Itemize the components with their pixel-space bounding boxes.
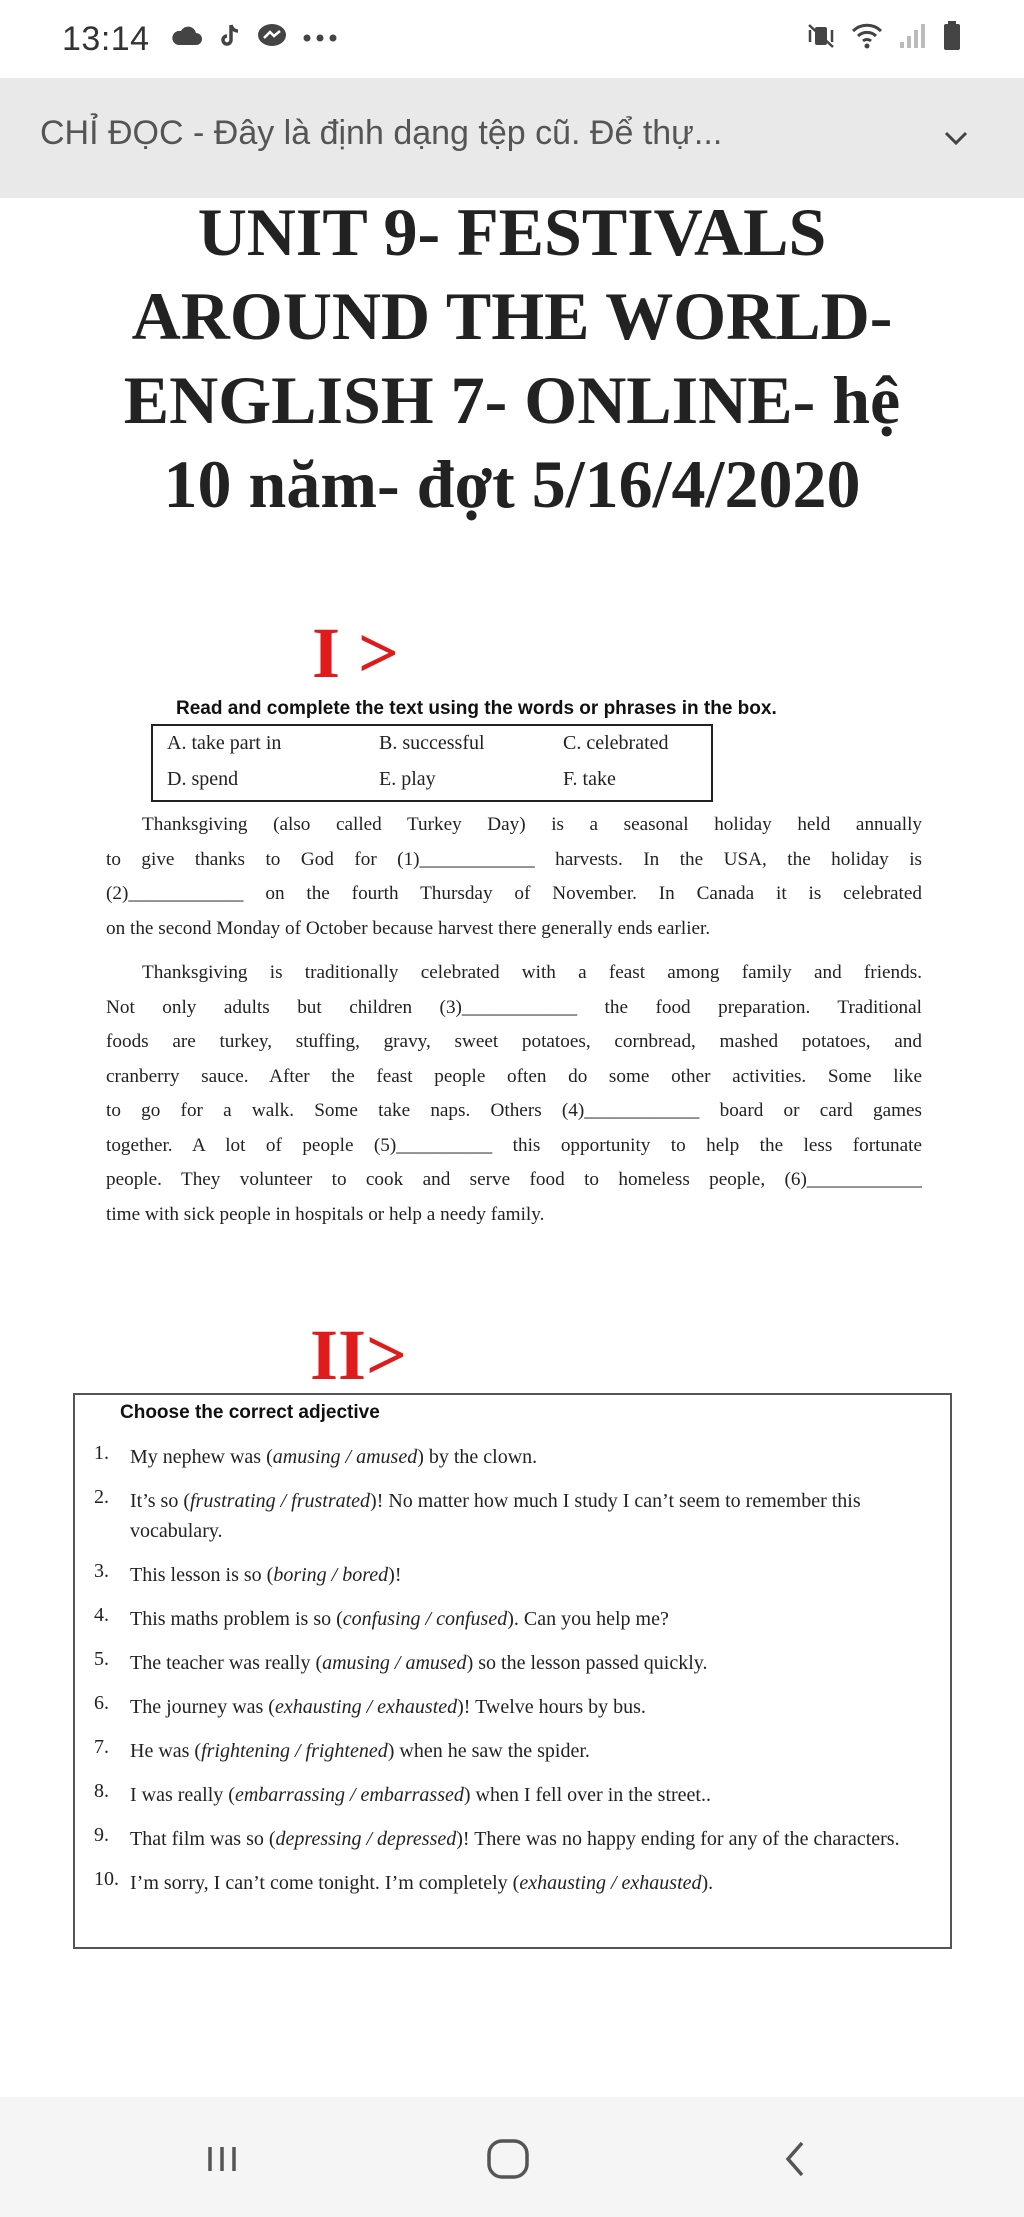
item-text: I’m sorry, I can’t come tonight. I’m completely ( — [130, 1872, 520, 1894]
list-item — [94, 1604, 934, 1634]
item-number: 6. — [94, 1692, 109, 1714]
item-number: 8. — [94, 1780, 109, 1802]
mute-vibrate-icon — [806, 21, 836, 56]
item-text: The teacher was really ( — [130, 1652, 323, 1674]
option-e: E. play — [379, 768, 436, 790]
item-text: )! There was no happy ending for any of the characters. — [456, 1828, 900, 1850]
item-text: I was really ( — [130, 1784, 235, 1806]
tiktok-icon — [218, 22, 242, 55]
wifi-icon — [850, 21, 884, 56]
item-text: This maths problem is so ( — [130, 1608, 343, 1630]
section-2-instruction: Choose the correct adjective — [120, 1402, 380, 1423]
navigation-bar — [0, 2097, 1024, 2217]
item-text: That film was so ( — [130, 1828, 276, 1850]
messenger-icon — [256, 22, 288, 55]
item-number: 5. — [94, 1648, 109, 1670]
list-item — [94, 1824, 934, 1854]
item-number: 4. — [94, 1604, 109, 1626]
item-number: 9. — [94, 1824, 109, 1846]
list-item — [94, 1560, 934, 1590]
title-line: AROUND THE WORLD- — [131, 278, 893, 354]
more-dots-icon — [302, 30, 338, 48]
passage-line: to give thanks to God for (1)____________ harvests. In the USA, the holiday is — [106, 848, 922, 870]
item-text: The journey was ( — [130, 1696, 275, 1718]
passage-line: on the second Monday of October because harvest there generally ends earlier. — [106, 917, 711, 939]
passage-line: (2)____________ on the fourth Thursday of November. In Canada it is celebrated — [106, 883, 922, 904]
item-text: ) so the lesson passed quickly. — [466, 1652, 708, 1674]
option-a: A. take part in — [167, 732, 282, 754]
notification-icons — [170, 22, 338, 55]
passage-line: cranberry sauce. After the feast people often do some other activities. Some like — [106, 1065, 922, 1087]
item-number: 1. — [94, 1442, 109, 1464]
signal-icon — [898, 22, 928, 55]
item-text: ). — [701, 1872, 714, 1894]
item-choice: confusing / confused — [342, 1608, 508, 1630]
cloud-icon — [170, 23, 204, 54]
status-time: 13:14 — [62, 20, 150, 58]
passage-line: time with sick people in hospitals or help a needy family. — [106, 1203, 545, 1225]
item-text: ). Can you help me? — [507, 1608, 669, 1630]
adjective-list — [94, 1442, 934, 1898]
item-choice: frustrating / frustrated — [190, 1490, 371, 1512]
item-text: ) when he saw the spider. — [387, 1740, 590, 1762]
option-b: B. successful — [379, 732, 485, 754]
battery-icon — [942, 20, 962, 57]
option-d: D. spend — [167, 768, 239, 790]
status-bar — [0, 0, 1024, 78]
home-icon[interactable] — [484, 2135, 532, 2183]
option-f: F. take — [563, 768, 616, 790]
passage-line: foods are turkey, stuffing, gravy, sweet potatoes, cornbread, mashed potatoes, and — [106, 1031, 922, 1052]
title-line: UNIT 9- FESTIVALS — [197, 194, 827, 270]
item-choice: amusing / amused — [272, 1446, 418, 1468]
item-choice: depressing / depressed — [275, 1828, 457, 1850]
list-item — [94, 1868, 934, 1898]
item-number: 3. — [94, 1560, 109, 1582]
section-1-marker: I > — [312, 613, 400, 693]
item-text: This lesson is so ( — [130, 1564, 274, 1586]
section-2-marker: II> — [310, 1315, 408, 1395]
word-options-box — [151, 724, 713, 802]
list-item — [94, 1692, 934, 1722]
option-c: C. celebrated — [563, 732, 669, 754]
item-text: ) by the clown. — [417, 1446, 538, 1468]
system-icons — [806, 20, 962, 57]
recent-apps-icon[interactable] — [198, 2135, 246, 2183]
item-number: 2. — [94, 1486, 109, 1508]
item-number: 10. — [94, 1868, 119, 1890]
list-item — [94, 1648, 934, 1678]
passage-line: people. They volunteer to cook and serve food to homeless people, (6)____________ — [106, 1169, 922, 1190]
item-text: ) when I fell over in the street.. — [463, 1784, 711, 1806]
passage-line: to go for a walk. Some take naps. Others (4)____________ board or card games — [106, 1100, 922, 1121]
readonly-banner[interactable] — [0, 78, 1024, 198]
list-item — [94, 1780, 934, 1810]
item-text: My nephew was ( — [130, 1446, 273, 1468]
item-text: He was ( — [130, 1740, 202, 1762]
item-choice: boring / bored — [273, 1564, 389, 1586]
item-choice: embarrassing / embarrassed — [234, 1784, 464, 1806]
chevron-down-icon[interactable] — [940, 122, 972, 154]
item-choice: amusing / amused — [322, 1652, 467, 1674]
item-text: )! — [388, 1564, 402, 1586]
readonly-banner-text: CHỈ ĐỌC - Đây là định dạng tệp cũ. Để thự... — [40, 114, 723, 152]
item-choice: exhausting / exhausted — [519, 1872, 702, 1894]
passage-paragraph-1 — [106, 808, 922, 946]
document-title — [40, 190, 984, 526]
passage-line: Not only adults but children (3)____________ the food preparation. Traditional — [106, 996, 922, 1018]
title-line: ENGLISH 7- ONLINE- hệ — [123, 362, 901, 438]
passage-line: Thanksgiving is traditionally celebrated with a feast among family and friends. — [142, 962, 922, 983]
list-item — [94, 1736, 934, 1766]
item-choice: exhausting / exhausted — [274, 1696, 458, 1718]
section-1-instruction: Read and complete the text using the words or phrases in the box. — [176, 698, 777, 719]
list-item — [94, 1486, 934, 1546]
back-icon[interactable] — [772, 2135, 820, 2183]
item-choice: frightening / frightened — [201, 1740, 388, 1762]
passage-line: together. A lot of people (5)__________ this opportunity to help the less fortunate — [106, 1134, 922, 1156]
title-line: 10 năm- đợt 5/16/4/2020 — [163, 446, 861, 522]
list-item — [94, 1442, 934, 1472]
item-number: 7. — [94, 1736, 109, 1758]
passage-line: Thanksgiving (also called Turkey Day) is a seasonal holiday held annually — [142, 814, 922, 835]
item-text: It’s so ( — [130, 1490, 190, 1512]
passage-paragraph-2 — [106, 956, 922, 1232]
item-text: )! No matter how much I study I can’t seem to remember this vocabulary. — [130, 1490, 861, 1542]
item-text: )! Twelve hours by bus. — [457, 1696, 646, 1718]
